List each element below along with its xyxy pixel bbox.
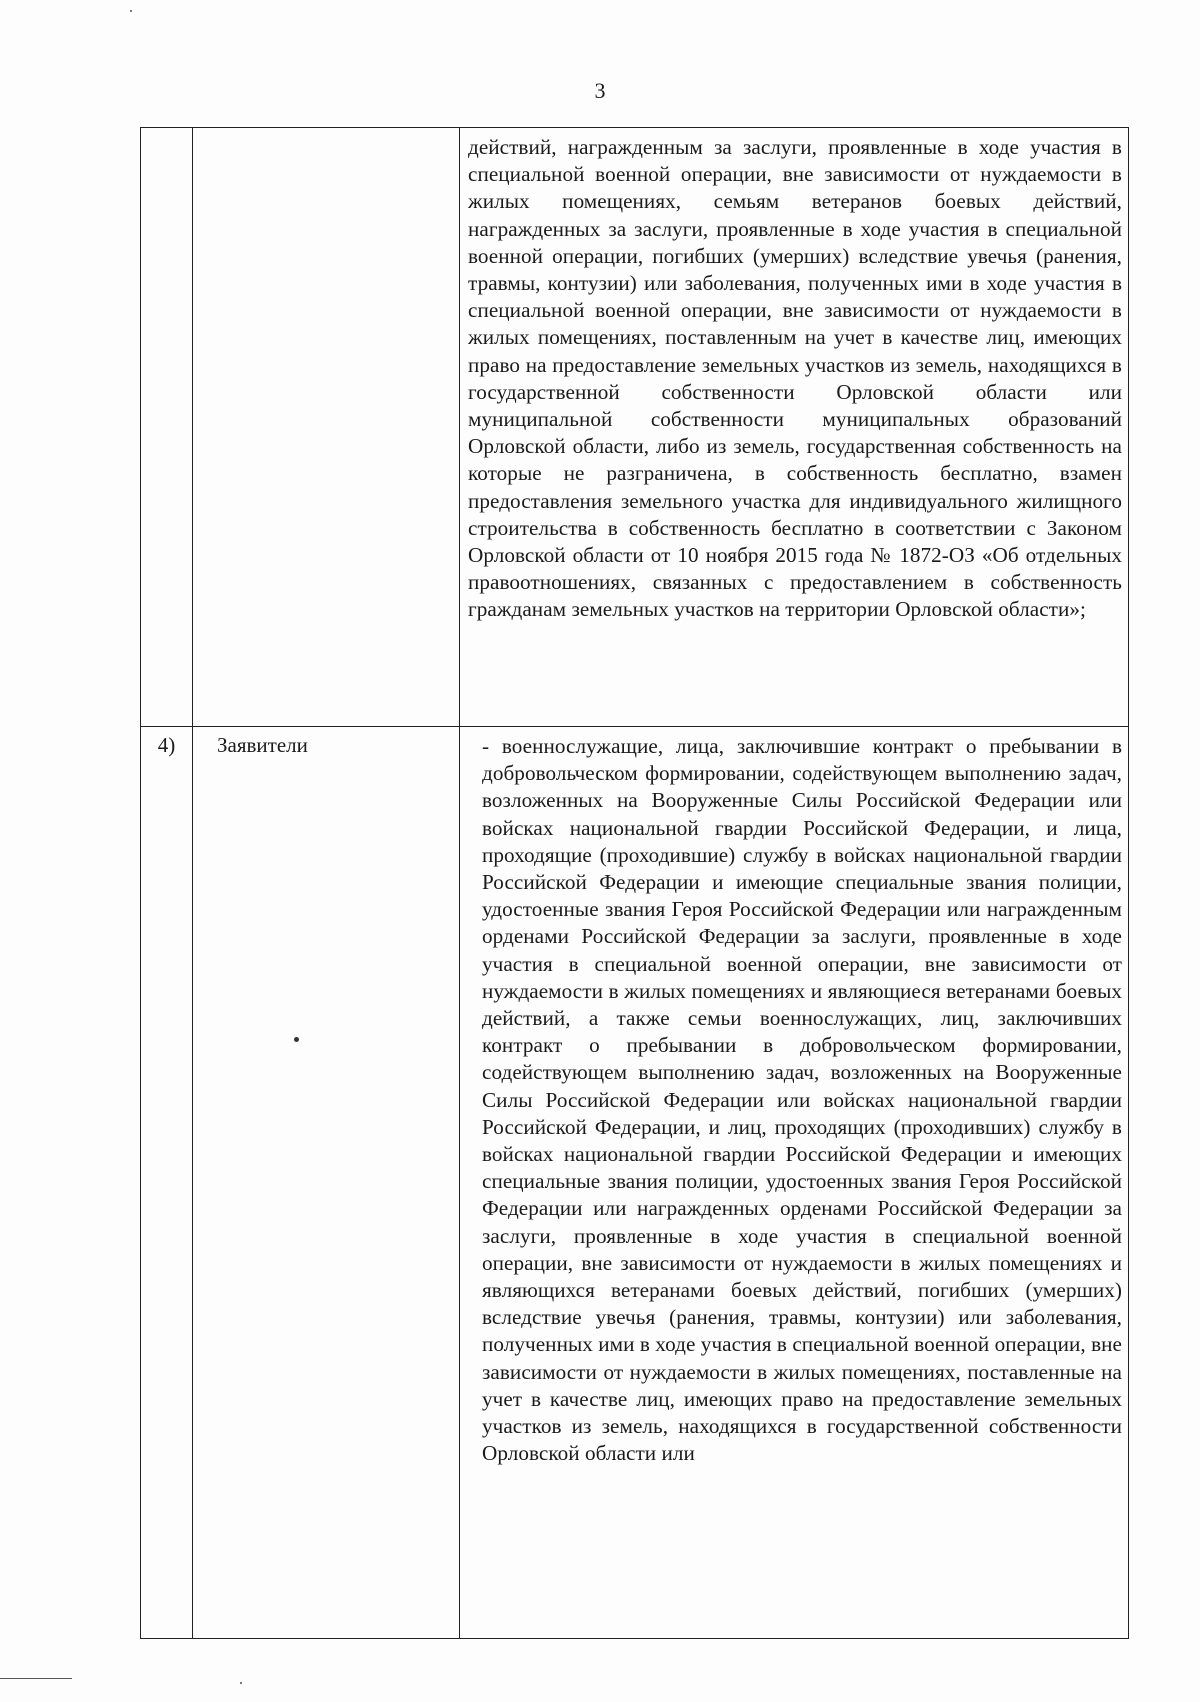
scan-artifact-mark (240, 1682, 242, 1684)
row-label-cell (193, 128, 460, 727)
row-label (193, 128, 459, 134)
table-row (141, 727, 1129, 1639)
row-text-cell (460, 128, 1129, 727)
row-number-cell (141, 128, 193, 727)
row-text: - военнослужащие, лица, заключившие контракт о пребывании в добровольческом формировании, содействующем выполнению задач, возложенных на Вооруженные Силы Российской Федерации или войсках национальной гвардии Российской Федерации, и лица, проходящие (проходившие) службу в войсках национальной гвардии Российской Федерации и имеющие специальные звания полиции, удостоенные звания Героя Российской Федерации или награжденным орденами Российской Федерации за заслуги, проявленные в ходе участия в специальной военной операции, вне зависимости от нуждаемости в жилых помещениях и являющиеся ветеранами боевых действий, а также семьи военнослужащих, лиц, заключивших контракт о пребывании в добровольческом формировании, содействующем выполнению задач, возложенных на Вооруженные Силы Российской Федерации или войсках национальной гвардии Российской Федерации, и лиц, проходящих (проходивших) службу в войсках национальной гвардии Российской Федерации и имеющих специальные звания полиции, удостоенных звания Героя Российской Федерации или награжденных орденами Российской Федерации за заслуги, проявленные в ходе участия в специальной военной операции, вне зависимости от нуждаемости в жилых помещениях и являющихся ветеранами боевых действий, погибших (умерших) вследствие увечья (ранения, травмы, контузии) или заболевания, полученных ими в ходе участия в специальной военной операции, вне зависимости от нуждаемости в жилых помещениях, поставленные на учет в качестве лиц, имеющих право на предоставление земельных участков из земель, находящихся в государственной собственности Орловской области или (482, 734, 1122, 1466)
row-label: Заявители (217, 733, 308, 757)
page-number: 3 (594, 78, 606, 103)
table-row (141, 128, 1129, 727)
row-number-cell (141, 727, 193, 1639)
document-table (140, 127, 1129, 1639)
scan-artifact-line (0, 1678, 72, 1679)
scan-artifact-mark (130, 10, 132, 12)
row-number (141, 128, 192, 134)
row-text: действий, награжденным за заслуги, проявленные в ходе участия в специальной военной операции, вне зависимости от нуждаемости в жилых помещениях, семьям ветеранов боевых действий, награжденных за заслуги, проявленные в ходе участия в специальной военной операции, погибших (умерших) вследствие увечья (ранения, травмы, контузии) или заболевания, полученных ими в ходе участия в специальной военной операции, вне зависимости от нуждаемости в жилых помещениях, поставленным на учет в качестве лиц, имеющих право на предоставление земельных участков из земель, находящихся в государственной собственности Орловской области или муниципальной собственности муниципальных образований Орловской области, либо из земель, государственная собственность на которые не разграничена, в собственность бесплатно, взамен предоставления земельного участка для индивидуального жилищного строительства в собственность бесплатно в соответствии с Законом Орловской области от 10 ноября 2015 года № 1872-ОЗ «Об отдельных правоотношениях, связанных с предоставлением в собственность гражданам земельных участков на территории Орловской области»; (468, 135, 1122, 622)
row-label-cell (193, 727, 460, 1639)
row-number: 4) (157, 733, 176, 757)
row-text-cell (460, 727, 1129, 1639)
scan-dot (294, 1037, 299, 1042)
